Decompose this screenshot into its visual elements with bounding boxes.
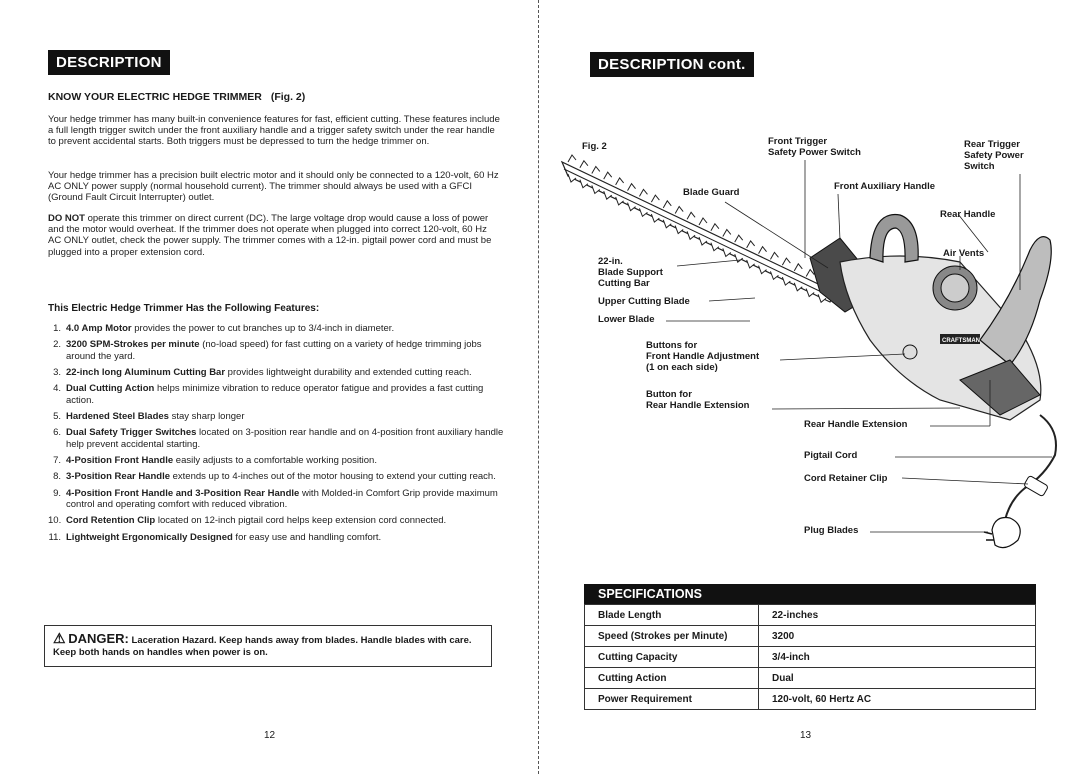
upper-blade-tooth — [770, 252, 778, 259]
spec-row — [585, 605, 1036, 626]
upper-blade-tooth — [580, 161, 588, 168]
feature-text: with Molded-in Comfort Grip provide maximum control and operating comfort with reduced vibration. — [66, 487, 498, 510]
spec-label: Blade Length — [585, 605, 759, 626]
fig-label: Fig. 2 — [582, 141, 607, 152]
spec-value: 3/4-inch — [759, 647, 1036, 668]
label-upper-blade: Upper Cutting Blade — [598, 296, 690, 307]
feature-title: Hardened Steel Blades — [66, 410, 169, 422]
pigtail-cord — [1005, 415, 1056, 520]
upper-blade-tooth — [604, 172, 612, 179]
feature-item — [48, 515, 506, 526]
intro-paragraph: Your hedge trimmer has many built-in convenience features for fast, efficient cutting. These features include a full length trigger switch under the front auxiliary handle and a trigger safety switch under the rear handle to prevent accidental starts. Both triggers must be depressed to turn the hedge trimmer on. — [48, 114, 500, 148]
warning-triangle-icon: ⚠ — [53, 630, 66, 646]
feature-item — [48, 427, 506, 449]
feature-number: 10. — [48, 515, 62, 527]
feature-number: 5. — [53, 410, 61, 422]
feature-text: easily adjusts to a comfortable working position. — [173, 454, 377, 466]
description-cont-banner: DESCRIPTION cont. — [590, 52, 754, 77]
feature-number: 2. — [53, 339, 61, 351]
label-plug-blades: Plug Blades — [804, 525, 859, 536]
feature-title: 4-Position Front Handle — [66, 454, 174, 466]
label-rear-handle-extension: Rear Handle Extension — [804, 419, 908, 430]
label-rear-handle-button-text: Button for Rear Handle Extension — [646, 389, 750, 411]
feature-text: helps minimize vibration to reduce operator fatigue and provides a fast cutting action. — [66, 383, 484, 406]
feature-number: 3. — [53, 366, 61, 378]
upper-blade-tooth — [735, 235, 743, 242]
feature-item — [48, 471, 506, 482]
upper-blade-tooth — [616, 178, 624, 185]
upper-blade-tooth — [794, 264, 802, 271]
upper-blade-tooth — [651, 195, 659, 202]
spec-label: Cutting Capacity — [585, 647, 759, 668]
spec-label: Speed (Strokes per Minute) — [585, 626, 759, 647]
feature-title: Dual Safety Trigger Switches — [66, 427, 197, 439]
feature-text: located on 3-position rear handle and on 4-position front auxiliary handle help prevent accidental starting. — [66, 427, 504, 450]
upper-blade-tooth — [628, 184, 636, 191]
feature-item — [48, 532, 506, 543]
feature-text: provides the power to cut branches up to 3/4-inch in diameter. — [131, 323, 395, 334]
label-blade-support-text: 22-in. Blade Support Cutting Bar — [598, 256, 663, 289]
spec-value: 3200 — [759, 626, 1036, 647]
feature-number: 4. — [53, 383, 61, 395]
upper-blade-tooth — [782, 258, 790, 265]
power-paragraph: Your hedge trimmer has a precision built electric motor and it should only be connected to a 120-volt, 60 Hz AC ONLY power supply (normal household current). The trimmer should always be used with a GFCI (Ground Fault Circuit Interrupter) outlet. — [48, 170, 499, 204]
feature-item — [48, 323, 506, 334]
upper-blade-tooth — [759, 247, 767, 254]
feature-title: Cord Retention Clip — [66, 515, 156, 527]
specifications-table — [584, 584, 1036, 710]
label-front-trigger-text: Front Trigger Safety Power Switch — [768, 136, 861, 158]
spec-row — [585, 626, 1036, 647]
label-pigtail-cord: Pigtail Cord — [804, 450, 858, 461]
feature-title: Lightweight Ergonomically Designed — [66, 531, 233, 543]
left-page — [0, 0, 538, 774]
feature-title: 4-Position Front Handle and 3-Position Rear Handle — [66, 487, 300, 499]
upper-blade-tooth — [723, 229, 731, 236]
label-blade-guard: Blade Guard — [683, 187, 740, 198]
section-heading-fig: (Fig. 2) — [270, 91, 306, 103]
feature-item — [48, 367, 506, 378]
features-heading: This Electric Hedge Trimmer Has the Following Features: — [48, 303, 320, 314]
upper-blade-tooth — [687, 212, 695, 219]
dc-warning-paragraph — [48, 213, 500, 258]
feature-text: provides lightweight durability and extended cutting reach. — [225, 366, 472, 378]
spec-row — [585, 689, 1036, 710]
front-aux-handle — [870, 215, 918, 262]
front-handle-button — [903, 345, 917, 359]
label-rear-handle: Rear Handle — [940, 209, 996, 220]
feature-item — [48, 411, 506, 422]
spec-row — [585, 647, 1036, 668]
brand-plate-text: CRAFTSMAN — [942, 338, 980, 344]
feature-item — [48, 383, 506, 405]
feature-number: 9. — [53, 487, 61, 499]
label-front-handle-buttons-text: Buttons for Front Handle Adjustment (1 on each side) — [646, 340, 760, 373]
specifications-body — [585, 605, 1036, 710]
feature-item — [48, 455, 506, 466]
feature-text: (no-load speed) for fast cutting on a variety of hedge trimming jobs around the yard. — [66, 339, 482, 362]
feature-number: 11. — [48, 531, 61, 543]
specifications-heading: SPECIFICATIONS — [584, 584, 1036, 604]
feature-title: 3-Position Rear Handle — [66, 471, 170, 483]
page-number-right: 13 — [800, 730, 812, 741]
upper-blade-tooth — [675, 207, 683, 214]
label-front-aux-handle: Front Auxiliary Handle — [834, 181, 935, 192]
feature-text: stay sharp longer — [168, 410, 245, 422]
feature-text: located on 12-inch pigtail cord helps keep extension cord connected. — [155, 515, 447, 527]
section-heading-text: KNOW YOUR ELECTRIC HEDGE TRIMMER — [48, 91, 262, 103]
page-number-left: 12 — [264, 730, 276, 741]
feature-title: 3200 SPM-Strokes per minute — [66, 339, 200, 351]
feature-text: for easy use and handling comfort. — [232, 531, 382, 543]
spec-row — [585, 668, 1036, 689]
danger-text: Laceration Hazard. Keep hands away from blades. Handle blades with care. Keep both hands on handles when power is on. — [53, 635, 472, 658]
feature-number: 8. — [53, 471, 61, 483]
label-front-trigger — [768, 136, 861, 158]
do-not-lead: DO NOT — [48, 213, 85, 224]
feature-title: 22-inch long Aluminum Cutting Bar — [66, 366, 226, 378]
label-air-vents: Air Vents — [943, 248, 985, 259]
label-rear-handle-button — [646, 389, 749, 411]
spec-value: 22-inches — [759, 605, 1036, 626]
upper-blade-tooth — [711, 224, 719, 231]
feature-item — [48, 339, 506, 361]
feature-title: Dual Cutting Action — [66, 383, 155, 395]
spec-value: Dual — [759, 668, 1036, 689]
upper-blade-tooth — [568, 155, 576, 162]
upper-blade-tooth — [592, 166, 600, 173]
upper-blade-tooth — [699, 218, 707, 225]
feature-number: 6. — [53, 427, 61, 439]
label-rear-trigger-text: Rear Trigger Safety Power Switch — [964, 139, 1024, 172]
spec-label: Cutting Action — [585, 668, 759, 689]
upper-blade-tooth — [639, 189, 647, 196]
feature-number: 1. — [53, 323, 61, 334]
feature-item — [48, 488, 506, 510]
spec-label: Power Requirement — [585, 689, 759, 710]
danger-word: DANGER: — [68, 631, 129, 646]
features-list — [48, 323, 506, 548]
label-blade-support — [598, 256, 663, 289]
label-lower-blade: Lower Blade — [598, 314, 655, 325]
spec-value: 120-volt, 60 Hertz AC — [759, 689, 1036, 710]
cord-retainer-clip — [1023, 475, 1048, 496]
feature-title: 4.0 Amp Motor — [66, 323, 132, 334]
feature-number: 7. — [53, 454, 61, 466]
air-vents-inner — [941, 274, 969, 302]
feature-text: extends up to 4-inches out of the motor housing to extend your cutting reach. — [170, 471, 496, 483]
page-divider — [538, 0, 539, 774]
upper-blade-tooth — [663, 201, 671, 208]
danger-box — [44, 625, 492, 667]
label-front-handle-buttons — [646, 340, 759, 373]
upper-blade-tooth — [747, 241, 755, 248]
dc-warning-text: operate this trimmer on direct current (DC). The large voltage drop would cause a loss of power and the motor would overheat. If the trimmer does not operate when plugged into correct 120-volt, 60 Hz AC ONLY outlet, check the power supply. The trimmer comes with a 12-in. pigtail power cord and must be plugged into a proper extension cord. — [48, 213, 492, 258]
plug — [992, 518, 1020, 548]
right-page — [540, 0, 1078, 774]
section-heading — [48, 91, 305, 103]
description-banner: DESCRIPTION — [48, 50, 170, 75]
label-rear-trigger — [964, 139, 1024, 172]
label-cord-retainer: Cord Retainer Clip — [804, 473, 888, 484]
upper-blade-tooth — [806, 270, 814, 277]
